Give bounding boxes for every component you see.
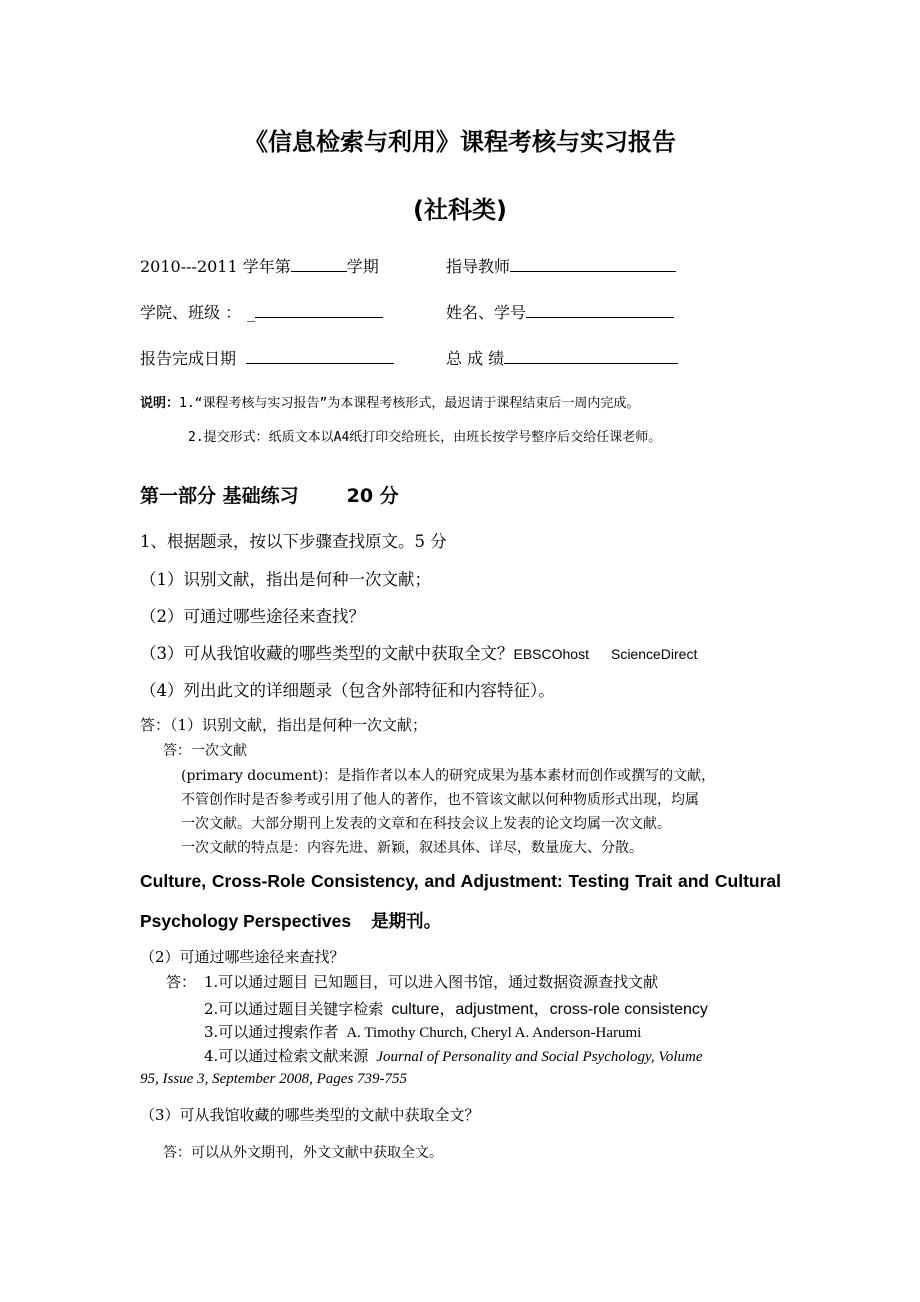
college-class-blank	[255, 303, 383, 318]
answer-3-text: 答：可以从外文期刊，外文文献中获取全文。	[163, 1145, 443, 1161]
year-term-prefix: 2010---2011 学年第	[140, 257, 291, 276]
page-subtitle: (社科类)	[413, 196, 507, 224]
step-3	[140, 640, 697, 664]
db-sciencedirect: ScienceDirect	[610, 646, 698, 662]
answer-1-heading: 答：（1）识别文献，指出是何种一次文献；	[140, 716, 428, 734]
step-1: （1）识别文献，指出是何种一次文献；	[140, 570, 431, 589]
year-term-field	[140, 254, 379, 277]
part1-heading-text: 第一部分 基础练习	[140, 485, 299, 507]
answer-2-prefix: 答：	[166, 973, 197, 991]
note-item-1: 1.“课程考核与实习报告”为本课程考核形式，最迟请于课程结束后一周内完成。	[179, 396, 640, 411]
answer-2-line-4-cn: 4.可以通过检索文献来源	[204, 1047, 369, 1065]
part1-score: 20 分	[346, 485, 399, 507]
score-label: 总 成 绩	[446, 349, 505, 368]
score-blank	[504, 349, 678, 364]
page-title: 《信息检索与利用》课程考核与实习报告	[244, 128, 676, 156]
article-title-line-2	[140, 908, 441, 933]
answer-1-line-1: 答：一次文献	[163, 743, 247, 759]
date-label: 报告完成日期	[140, 349, 237, 368]
answer-1-line-3: 不管创作时是否参考或引用了他人的著作，也不管该文献以何种物质形式出现，均属	[181, 792, 699, 808]
answer-2-line-3-cn: 3.可以通过搜索作者	[204, 1023, 339, 1041]
question-1: 1、根据题录，按以下步骤查找原文。5 分	[140, 532, 447, 551]
step-4: （4）列出此文的详细题录（包含外部特征和内容特征）。	[140, 681, 555, 700]
term-blank	[291, 257, 347, 272]
college-class-field	[140, 300, 383, 323]
name-id-field	[446, 300, 674, 323]
answer-2-keywords: culture，adjustment，cross-role consistency	[391, 1001, 708, 1018]
college-class-value: _	[247, 303, 256, 322]
answer-2-line-3	[204, 1021, 641, 1042]
answer-2-line-1: 1.可以通过题目 已知题目，可以进入图书馆，通过数据资源查找文献	[204, 973, 659, 991]
college-class-label: 学院、班级 ：	[140, 303, 242, 322]
note-label: 说明：	[140, 396, 180, 411]
answer-2-authors: A. Timothy Church, Cheryl A. Anderson-Harumi	[346, 1025, 642, 1041]
advisor-label: 指导教师	[446, 257, 511, 276]
date-blank	[246, 349, 394, 364]
answer-2-line-2-cn: 2.可以通过题目关键字检索	[204, 1000, 384, 1018]
answer-2-line-2	[204, 996, 708, 1019]
answer-2-heading: （2）可通过哪些途径来查找？	[140, 948, 345, 966]
answer-1-line-2: (primary document)：是指作者以本人的研究成果为基本素材而创作或撰写的文献，	[181, 768, 716, 784]
answer-1-line-5: 一次文献的特点是：内容先进、新颖，叙述具体、详尽，数量庞大、分散。	[181, 840, 643, 856]
db-ebscohost: EBSCOhost	[513, 646, 589, 662]
name-id-label: 姓名、学号	[446, 303, 527, 322]
answer-3-heading: （3）可从我馆收藏的哪些类型的文献中获取全文？	[140, 1106, 480, 1124]
note-item-2: 2.提交形式：纸质文本以A4纸打印交给班长，由班长按学号整序后交给任课老师。	[188, 430, 662, 445]
answer-2-line-4	[204, 1045, 703, 1066]
article-title-2: Psychology Perspectives	[140, 911, 352, 931]
answer-1-line-4: 一次文献。大部分期刊上发表的文章和在科技会议上发表的论文均属一次文献。	[181, 816, 671, 832]
year-term-suffix: 学期	[346, 257, 379, 276]
answer-2-source-1: Journal of Personality and Social Psychology, Volume	[376, 1049, 703, 1065]
advisor-blank	[510, 257, 676, 272]
step-2: （2）可通过哪些途径来查找？	[140, 607, 365, 626]
article-title-line-1: Culture, Cross-Role Consistency, and Adjustment: Testing Trait and Cultural	[140, 871, 781, 891]
note-1	[140, 392, 639, 411]
article-type: 是期刊。	[371, 911, 442, 931]
score-field	[446, 346, 678, 369]
name-id-blank	[526, 303, 674, 318]
answer-2-source-2: 95, Issue 3, September 2008, Pages 739-755	[140, 1071, 408, 1087]
part1-heading	[140, 481, 399, 508]
date-field	[140, 346, 394, 369]
step-3-text: （3）可从我馆收藏的哪些类型的文献中获取全文？	[140, 644, 514, 663]
advisor-field	[446, 254, 676, 277]
